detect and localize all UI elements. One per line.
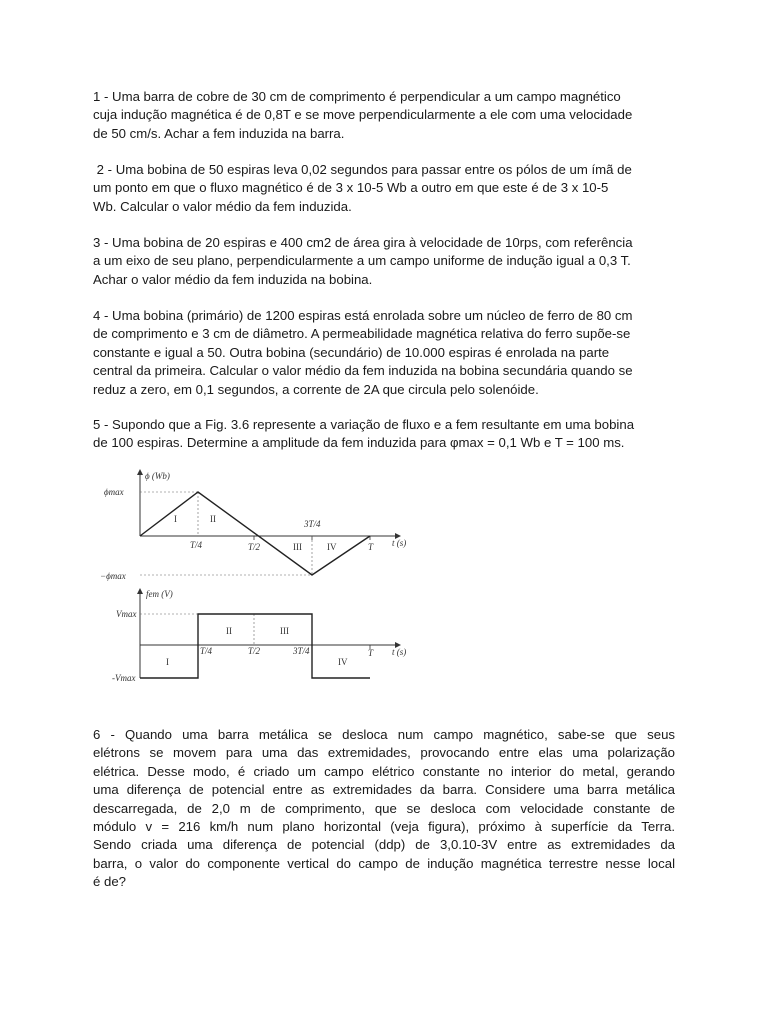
emf-region-label: I	[166, 657, 169, 667]
question-1	[93, 88, 675, 143]
emf-region-label: III	[280, 626, 289, 636]
emf-region-label: II	[226, 626, 232, 636]
text-line: de 100 espiras. Determine a amplitude da fem induzida para φmax = 0,1 Wb e T = 100 ms.	[93, 435, 625, 451]
text-line: reduz a zero, em 0,1 segundos, a corrente de 2A que circula pelo solenóide.	[93, 381, 539, 397]
flux-min-label: −ϕmax	[100, 571, 126, 581]
emf-y-axis-label: fem (V)	[146, 589, 173, 599]
text-line: Wb. Calcular o valor médio da fem induzida.	[93, 198, 352, 214]
text-line: 4 - Uma bobina (primário) de 1200 espiras está enrolada sobre um núcleo de ferro de 80 cm	[93, 308, 633, 323]
flux-x-axis-label: t (s)	[392, 538, 407, 548]
flux-tick-label: T	[368, 542, 374, 552]
text-line: elétrons se movem para uma das extremidades, provocando entre elas uma polarização	[93, 745, 675, 761]
emf-tick-label: T/2	[248, 646, 261, 656]
text-line: cuja indução magnética é de 0,8T e se move perpendicularmente a ele com uma velocidade	[93, 107, 633, 123]
text-line: um ponto em que o fluxo magnético é de 3 x 10-5 Wb a outro em que este é de 3 x 10-5	[93, 180, 609, 196]
flux-region-label: II	[210, 514, 216, 524]
text-line: 2 - Uma bobina de 50 espiras leva 0,02 segundos para passar entre os pólos de um ímã de	[93, 162, 632, 177]
text-line: barra, o valor do componente vertical do campo de indução magnética terrestre nesse local	[93, 855, 675, 871]
emf-tick-label: 3T/4	[293, 646, 310, 656]
text-line: 1 - Uma barra de cobre de 30 cm de comprimento é perpendicular a um campo magnético	[93, 89, 621, 104]
text-line: uma diferença de potencial entre as extremidades da barra. Considere uma barra metálica	[93, 782, 675, 798]
flux-region-label: IV	[327, 542, 337, 552]
figure-flux-and-emf-graphs	[100, 466, 430, 692]
emf-x-axis-label: t (s)	[392, 647, 407, 657]
text-line: central da primeira. Calcular o valor médio da fem induzida na bobina secundária quando se	[93, 363, 633, 379]
flux-tick-label: 3T/4	[304, 519, 321, 529]
emf-max-label: Vmax	[116, 609, 137, 619]
text-line: módulo v = 216 km/h num plano horizontal (veja figura), próximo à superfície da Terra.	[93, 819, 675, 835]
flux-tick-label: T/2	[248, 542, 261, 552]
emf-tick-label: T	[368, 648, 374, 658]
question-3	[93, 234, 675, 289]
text-line: de 50 cm/s. Achar a fem induzida na barra.	[93, 125, 345, 141]
text-line: descarregada, de 2,0 m de comprimento, que se desloca com velocidade constante de	[93, 800, 675, 816]
text-line: Achar o valor médio da fem induzida na bobina.	[93, 271, 373, 287]
emf-region-label: IV	[338, 657, 348, 667]
emf-tick-label: T/4	[200, 646, 213, 656]
flux-graph	[100, 471, 406, 581]
flux-curve	[140, 492, 370, 575]
text-line: 3 - Uma bobina de 20 espiras e 400 cm2 de área gira à velocidade de 10rps, com referência	[93, 235, 633, 250]
text-line: Sendo criada uma diferença de potencial (ddp) de 3,0.10-3V entre as extremidades da	[93, 837, 675, 853]
flux-max-label: ϕmax	[104, 487, 124, 497]
text-line: 5 - Supondo que a Fig. 3.6 represente a variação de fluxo e a fem resultante em uma bobina	[93, 417, 635, 432]
flux-region-label: I	[174, 514, 177, 524]
question-6	[93, 726, 675, 892]
text-line: constante e igual a 50. Outra bobina (secundário) de 10.000 espiras é enrolada na parte	[93, 344, 610, 360]
emf-graph	[112, 589, 406, 683]
question-4	[93, 307, 675, 399]
flux-region-label: III	[293, 542, 302, 552]
flux-tick-label: T/4	[190, 540, 203, 550]
text-line: 6 - Quando uma barra metálica se desloca num campo magnético, sabe-se que seus	[93, 727, 675, 742]
text-line: a um eixo de seu plano, perpendicularmente a um campo uniforme de indução igual a 0,3 T.	[93, 253, 631, 269]
flux-y-axis-label: ϕ (Wb)	[145, 471, 170, 481]
text-line: é de?	[93, 874, 127, 890]
emf-min-label: -Vmax	[112, 673, 136, 683]
text-line: de comprimento e 3 cm de diâmetro. A permeabilidade magnética relativa do ferro supõe-se	[93, 326, 631, 342]
text-line: elétrica. Desse modo, é criado um campo elétrico constante no interior do metal, gerando	[93, 763, 675, 779]
question-2	[93, 161, 675, 216]
question-5	[93, 416, 675, 453]
